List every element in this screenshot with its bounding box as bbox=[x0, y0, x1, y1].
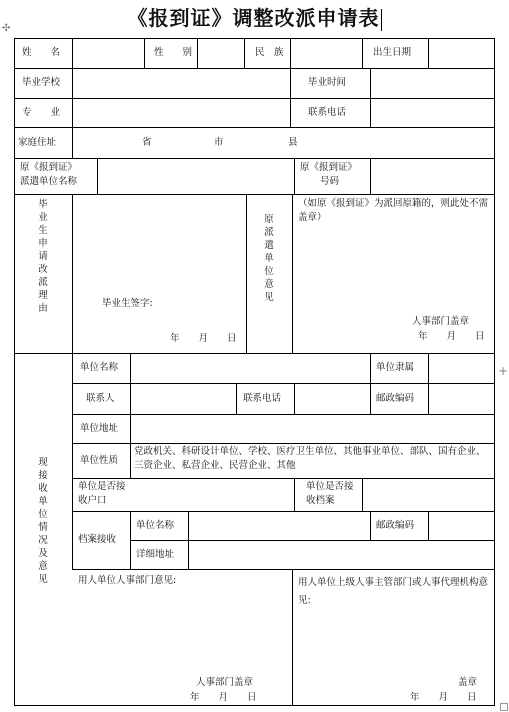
school-label: 毕业学校 bbox=[22, 77, 61, 88]
major-field[interactable] bbox=[73, 99, 290, 127]
county-label: 县 bbox=[288, 137, 298, 148]
name-label: 姓 名 bbox=[22, 47, 61, 58]
superior-opinion-label: 用人单位上级人事主管部门或人事代理机构意见: bbox=[298, 577, 489, 606]
accept-hukou-field[interactable] bbox=[131, 479, 294, 511]
text-cursor bbox=[381, 9, 382, 31]
file-receive-label: 档案接收 bbox=[78, 534, 117, 545]
table-resize-handle-icon[interactable] bbox=[500, 703, 508, 711]
address-label: 家庭住址 bbox=[18, 137, 57, 148]
grad-time-field[interactable] bbox=[371, 69, 494, 98]
file-unit-name-label: 单位名称 bbox=[136, 520, 175, 531]
gender-field[interactable] bbox=[198, 39, 244, 68]
receive-section-label: 现接收单位情况及意见 bbox=[38, 457, 48, 585]
ethnicity-field[interactable] bbox=[291, 39, 362, 68]
reason-label: 毕业生申请改派理由 bbox=[38, 199, 48, 314]
address-field[interactable] bbox=[73, 128, 494, 158]
phone-label: 联系电话 bbox=[308, 107, 347, 118]
name-field[interactable] bbox=[73, 39, 144, 68]
contact-person-label: 联系人 bbox=[86, 393, 115, 404]
province-label: 省 bbox=[142, 137, 152, 148]
orig-unit-label-line1: 原《报到证》 bbox=[20, 162, 78, 173]
student-sign-date: 年 月 日 bbox=[170, 333, 237, 344]
file-postcode-label: 邮政编码 bbox=[376, 520, 415, 531]
accept-file-field[interactable] bbox=[363, 479, 494, 511]
employer-stamp-label: 人事部门盖章 bbox=[196, 677, 254, 688]
orig-no-field[interactable] bbox=[371, 159, 494, 194]
unit-nature-label: 单位性质 bbox=[80, 455, 119, 466]
major-label: 专 业 bbox=[22, 107, 61, 118]
orig-opinion-note: （如原《报到证》为派回原籍的，则此处不需盖章） bbox=[298, 198, 489, 223]
unit-address-label: 单位地址 bbox=[80, 423, 119, 434]
orig-no-label-line1: 原《报到证》 bbox=[300, 162, 358, 173]
file-postcode-field[interactable] bbox=[429, 512, 494, 540]
orig-unit-field[interactable] bbox=[98, 159, 294, 194]
contact-phone-field[interactable] bbox=[295, 384, 370, 414]
unit-affiliation-field[interactable] bbox=[429, 354, 494, 383]
postcode-field[interactable] bbox=[429, 384, 494, 414]
ethnicity-label: 民 族 bbox=[255, 47, 284, 58]
file-address-label: 详细地址 bbox=[136, 549, 175, 560]
birthdate-field[interactable] bbox=[429, 39, 494, 68]
accept-hukou-label: 单位是否接收户口 bbox=[78, 481, 126, 506]
unit-nature-options[interactable]: 党政机关、科研设计单位、学校、医疗卫生单位、其他事业单位、部队、国有企业、三资企业、私营企业、民营企业、其他 bbox=[134, 446, 486, 471]
employer-opinion-label: 用人单位人事部门意见: bbox=[78, 575, 177, 586]
reason-field[interactable] bbox=[73, 195, 246, 295]
gender-label: 性 别 bbox=[154, 47, 193, 58]
employer-opinion-date: 年 月 日 bbox=[190, 692, 257, 703]
unit-address-field[interactable] bbox=[131, 415, 494, 443]
contact-phone-label: 联系电话 bbox=[243, 393, 282, 404]
unit-name-field[interactable] bbox=[131, 354, 370, 383]
phone-field[interactable] bbox=[371, 99, 494, 127]
orig-opinion-date: 年 月 日 bbox=[418, 331, 485, 342]
form-title: 《报到证》调整改派申请表 bbox=[127, 6, 380, 30]
grad-time-label: 毕业时间 bbox=[308, 77, 347, 88]
school-field[interactable] bbox=[73, 69, 290, 98]
orig-opinion-label: 原派遣单位意见 bbox=[264, 214, 274, 303]
file-address-field[interactable] bbox=[189, 541, 494, 569]
orig-no-label-line2: 号码 bbox=[320, 176, 340, 187]
contact-person-field[interactable] bbox=[131, 384, 236, 414]
table-move-handle-icon[interactable]: ✣ bbox=[2, 23, 11, 34]
orig-unit-label-line2: 派遣单位名称 bbox=[20, 176, 78, 187]
unit-name-label: 单位名称 bbox=[80, 362, 119, 373]
file-unit-name-field[interactable] bbox=[189, 512, 370, 540]
postcode-label: 邮政编码 bbox=[376, 393, 415, 404]
birthdate-label: 出生日期 bbox=[373, 47, 412, 58]
student-signature-label: 毕业生签字: bbox=[102, 298, 153, 309]
superior-stamp-label: 盖章 bbox=[458, 677, 478, 688]
unit-affiliation-label: 单位隶属 bbox=[376, 362, 415, 373]
city-label: 市 bbox=[214, 137, 224, 148]
add-column-icon[interactable]: + bbox=[498, 364, 509, 378]
superior-opinion-date: 年 月 日 bbox=[410, 692, 477, 703]
accept-file-label: 单位是否接收档案 bbox=[306, 481, 354, 506]
orig-hr-stamp-label: 人事部门盖章 bbox=[412, 316, 470, 327]
